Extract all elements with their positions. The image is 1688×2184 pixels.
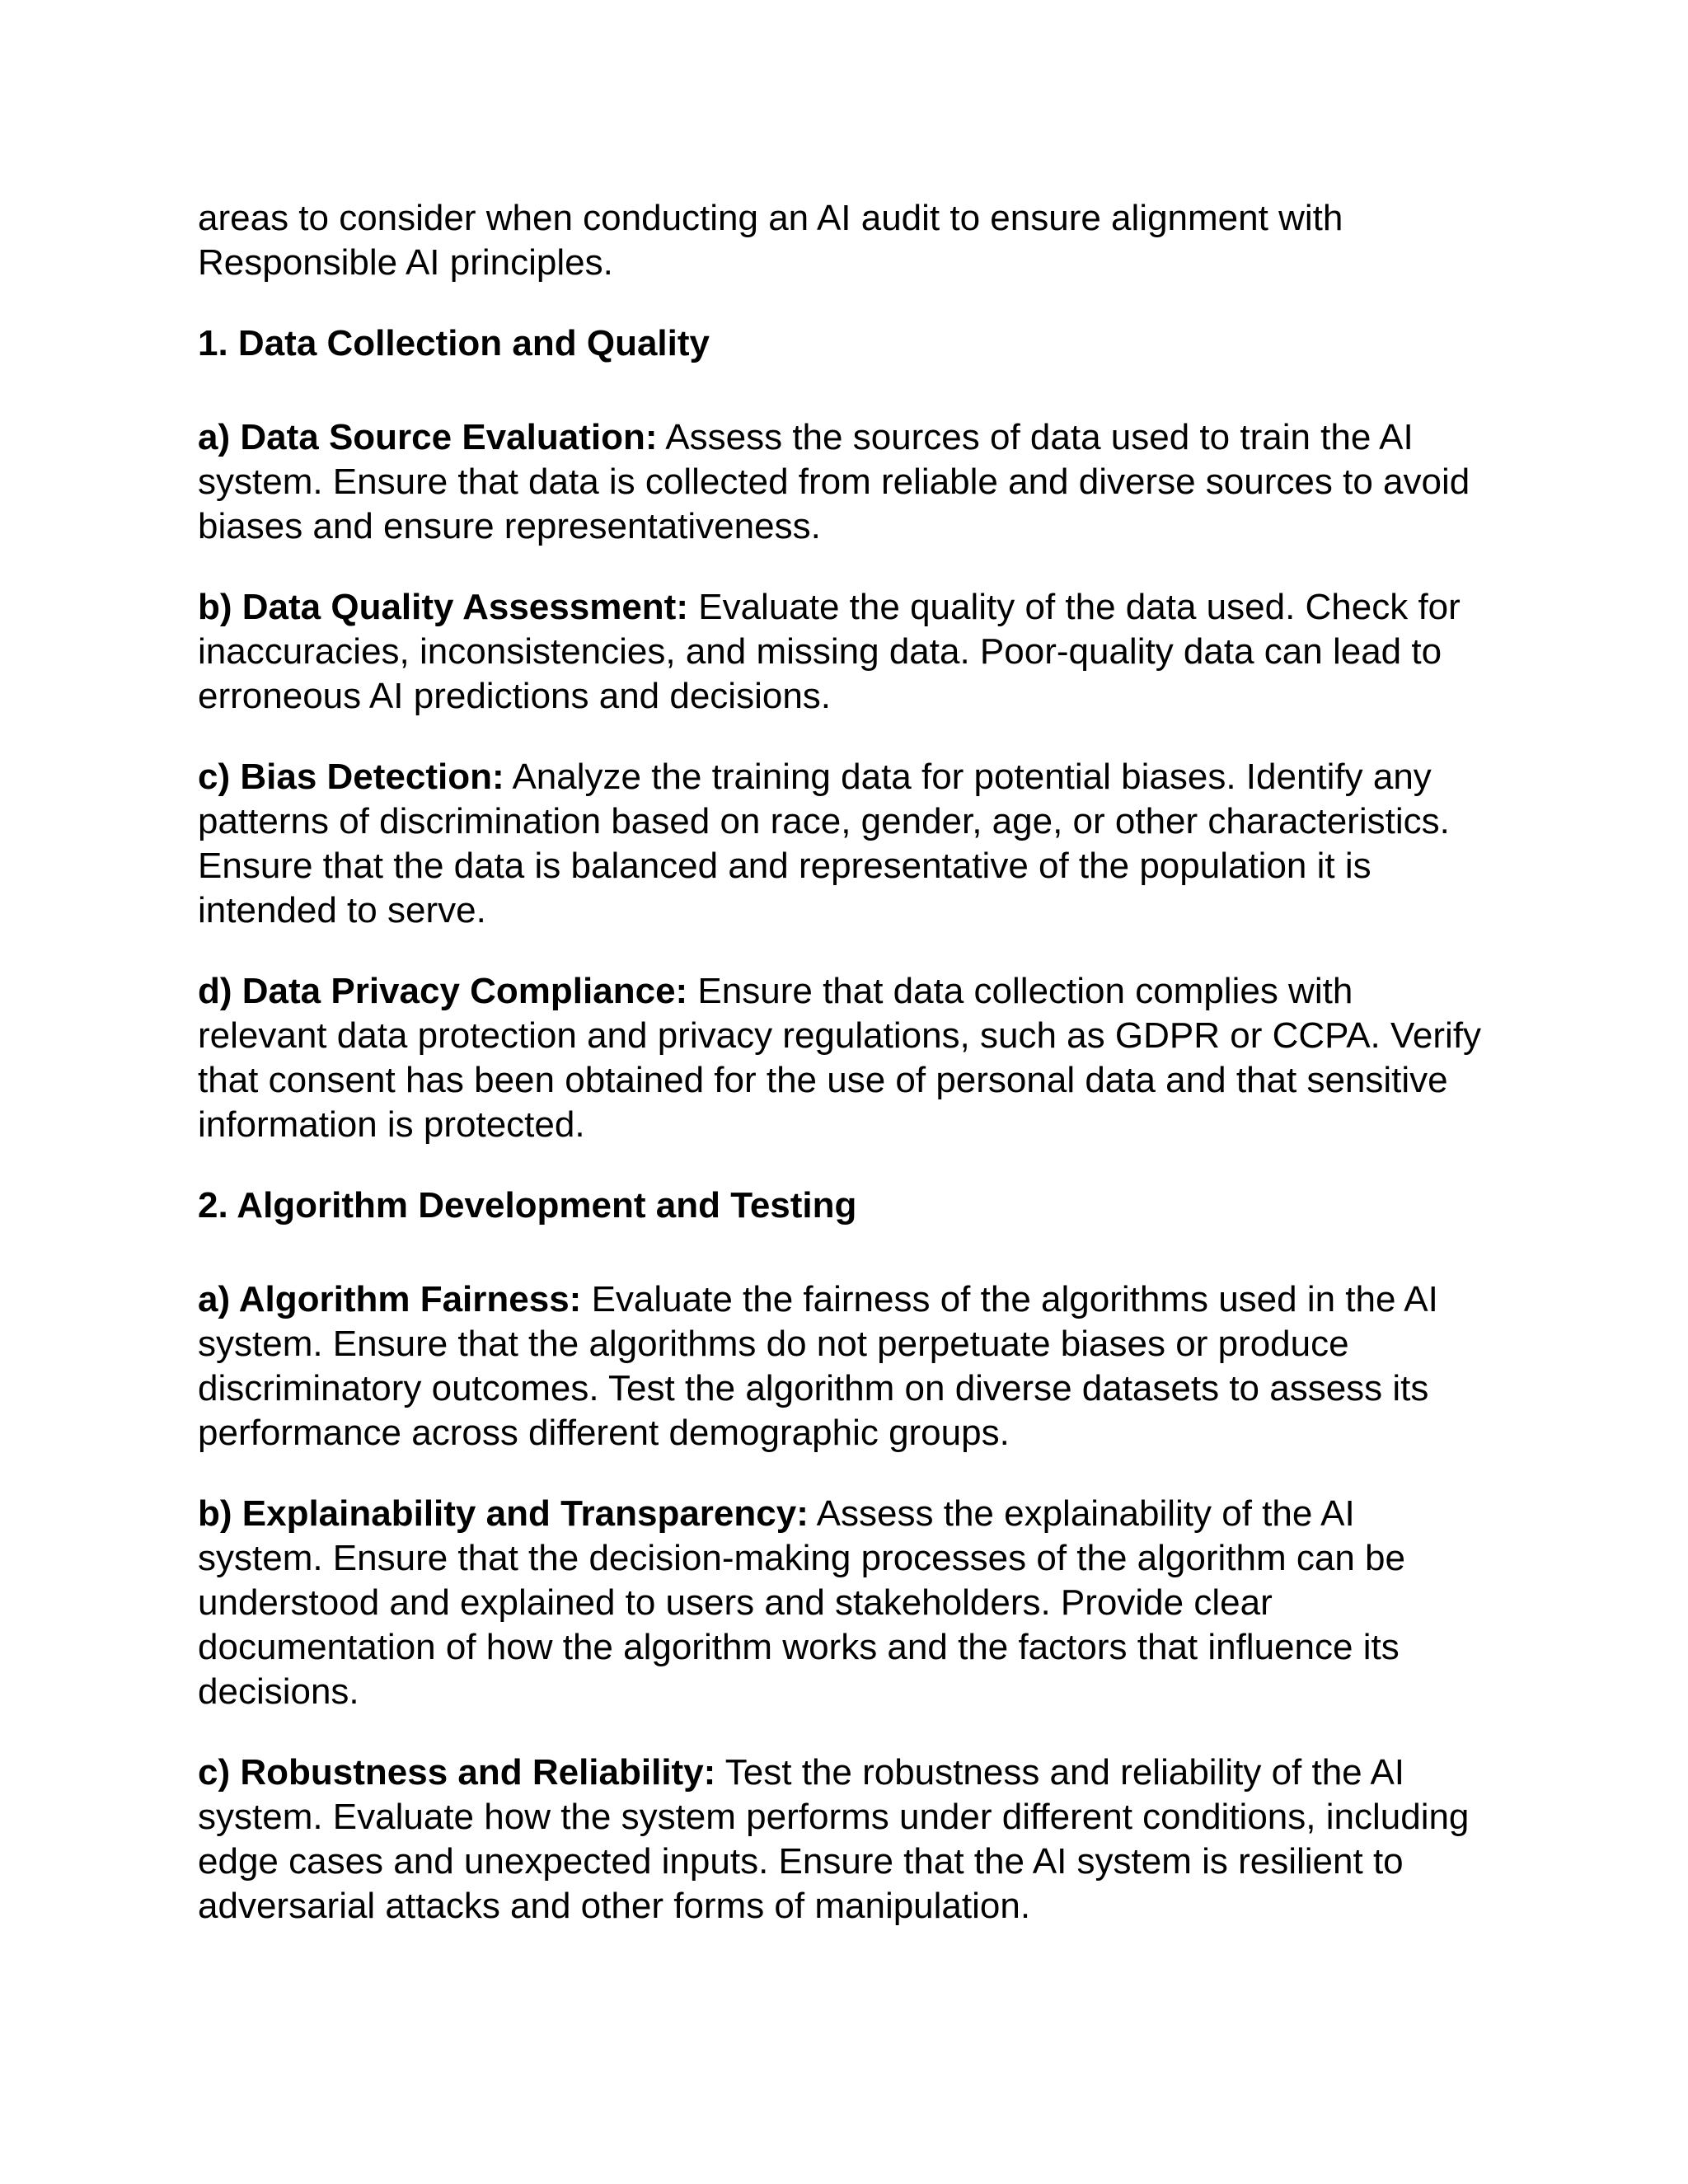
item-explainability-transparency [198, 1492, 1484, 1714]
item-label: c) Bias Detection: [198, 757, 504, 797]
item-text: Assess the explainability of the AI system. Ensure that the decision-making processes of the algorithm can be understood and explained to users and stakeholders. Provide clear documentation of how the algorithm works and the factors that influence its decisions. [198, 1493, 1405, 1712]
item-text: Evaluate the fairness of the algorithms used in the AI system. Ensure that the algorithms do not perpetuate biases or produce discriminatory outcomes. Test the algorithm on diverse datasets to assess its performance across different demographic groups. [198, 1279, 1438, 1453]
item-robustness-reliability [198, 1750, 1484, 1929]
document-page [198, 196, 1484, 1965]
section-heading-data-collection: 1. Data Collection and Quality [198, 323, 710, 363]
item-text: Test the robustness and reliability of the AI system. Evaluate how the system performs under different conditions, including edge cases and unexpected inputs. Ensure that the AI system is resilient to adversarial attacks and other forms of manipulation. [198, 1752, 1470, 1926]
item-text: Ensure that data collection complies with relevant data protection and privacy regulations, such as GDPR or CCPA. Verify that consent has been obtained for the use of personal data and that sensitive information is protected. [198, 971, 1482, 1145]
item-label: b) Explainability and Transparency: [198, 1493, 809, 1534]
item-algorithm-fairness [198, 1277, 1484, 1455]
item-text: Evaluate the quality of the data used. Check for inaccuracies, inconsistencies, and missing data. Poor-quality data can lead to erroneous AI predictions and decisions. [198, 587, 1461, 716]
intro-paragraph: areas to consider when conducting an AI audit to ensure alignment with Responsible AI principles. [198, 198, 1343, 283]
item-label: a) Algorithm Fairness: [198, 1279, 582, 1319]
item-data-quality-assessment [198, 585, 1484, 719]
section-heading-algorithm-development: 2. Algorithm Development and Testing [198, 1185, 857, 1226]
item-bias-detection [198, 755, 1484, 933]
item-label: a) Data Source Evaluation: [198, 417, 658, 457]
item-label: c) Robustness and Reliability: [198, 1752, 716, 1793]
item-text: Assess the sources of data used to train the AI system. Ensure that data is collected from reliable and diverse sources to avoid biases and ensure representativeness. [198, 417, 1470, 546]
item-label: d) Data Privacy Compliance: [198, 971, 688, 1011]
item-data-privacy-compliance [198, 969, 1484, 1147]
item-label: b) Data Quality Assessment: [198, 587, 688, 627]
item-text: Analyze the training data for potential biases. Identify any patterns of discrimination based on race, gender, age, or other characteristics. Ensure that the data is balanced and representative of the population it is intended to serve. [198, 757, 1450, 930]
item-data-source-evaluation [198, 415, 1484, 549]
